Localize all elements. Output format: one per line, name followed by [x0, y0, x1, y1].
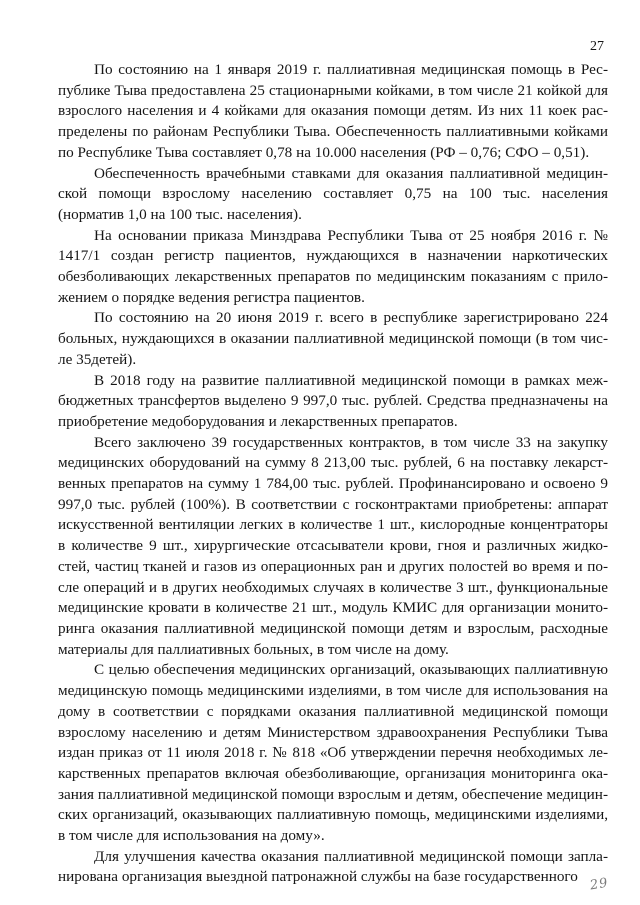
paragraph-registered-patients: По состоянию на 20 июня 2019 г. всего в республике зарегистрировано 224 больных, нуждающихся в оказании паллиативной медицинской помощи (в том числе 35детей). [58, 309, 608, 368]
paragraph-funding: В 2018 году на развитие паллиативной медицинской помощи в рамках межбюджетных трансфертов выделено 9 997,0 тыс. рублей. Средства предназначены на приобретение медоборудования и лекарственных препаратов. [58, 371, 608, 430]
paragraph-patient-register: На основании приказа Минздрава Республики Тыва от 25 ноября 2016 г. № 1417/1 создан регистр пациентов, нуждающихся в назначении наркотических обезболивающих лекарственных препаратов по медицинским показаниям с приложением о порядке ведения регистра пациентов. [58, 226, 608, 306]
paragraph-palliative-beds: По состоянию на 1 января 2019 г. паллиативная медицинская помощь в Республике Тыва предоставлена 25 стационарными койками, в том числе 21 койкой для взрослого населения и 4 койками для оказания помощи детям. Из них 11 коек распределены по районам Республики Тыва. Обеспеченность паллиативными койками по Республике Тыва составляет 0,78 на 10.000 населения (РФ – 0,76; СФО – 0,51). [58, 61, 608, 161]
paragraph-contracts: Всего заключено 39 государственных контрактов, в том числе 33 на закупку медицинских оборудований на сумму 8 213,00 тыс. рублей, 6 на поставку лекарственных препаратов на сумму 1 784,00 тыс. рублей. Профинансировано и освоено 9 997,0 тыс. рублей (100%). В соответствии с госконтрактами приобретены: аппарат искусственной вентиляции легких в количестве 1 шт., кислородные концентраторы в количестве 9 шт., хирургические отсасыватели крови, гноя и различных жидкостей, частиц тканей и газов из операционных ран и других полостей во время и после операций и в других необходимых случаях в количестве 3 шт., функциональные медицинские кровати в количестве 21 шт., модуль КМИС для организации мониторинга оказания паллиативной медицинской помощи детям и взрослым, расходные материалы для паллиативных больных, в том числе на дому. [58, 433, 608, 658]
page-number: 27 [590, 39, 604, 54]
paragraph-patronage-service: Для улучшения качества оказания паллиативной медицинской помощи запланирована организация выездной патронажной службы на базе государственного [58, 847, 608, 886]
paragraph-doctor-staffing: Обеспеченность врачебными ставками для оказания паллиативной медицинской помощи взрослому населению составляет 0,75 на 100 тыс. населения (норматив 1,0 на 100 тыс. населения). [58, 164, 608, 223]
paragraph-medical-devices-order: С целью обеспечения медицинских организаций, оказывающих паллиативную медицинскую помощь медицинскими изделиями, в том числе для использования на дому в соответствии с порядками оказания паллиативной медицинской помощи взрослому населению и детям Министерством здравоохранения Республики Тыва издан приказ от 11 июля 2018 г. № 818 «Об утверждении перечня необходимых лекарственных препаратов включая обезболивающие, организация мониторинга оказания паллиативной медицинской помощи взрослым и детям, обеспечение медицинских организаций, оказывающих паллиативную помощь, медицинскими изделиями, в том числе для использования на дому». [58, 661, 608, 845]
document-body [58, 60, 608, 888]
handwritten-page-mark: 29 [588, 875, 610, 894]
